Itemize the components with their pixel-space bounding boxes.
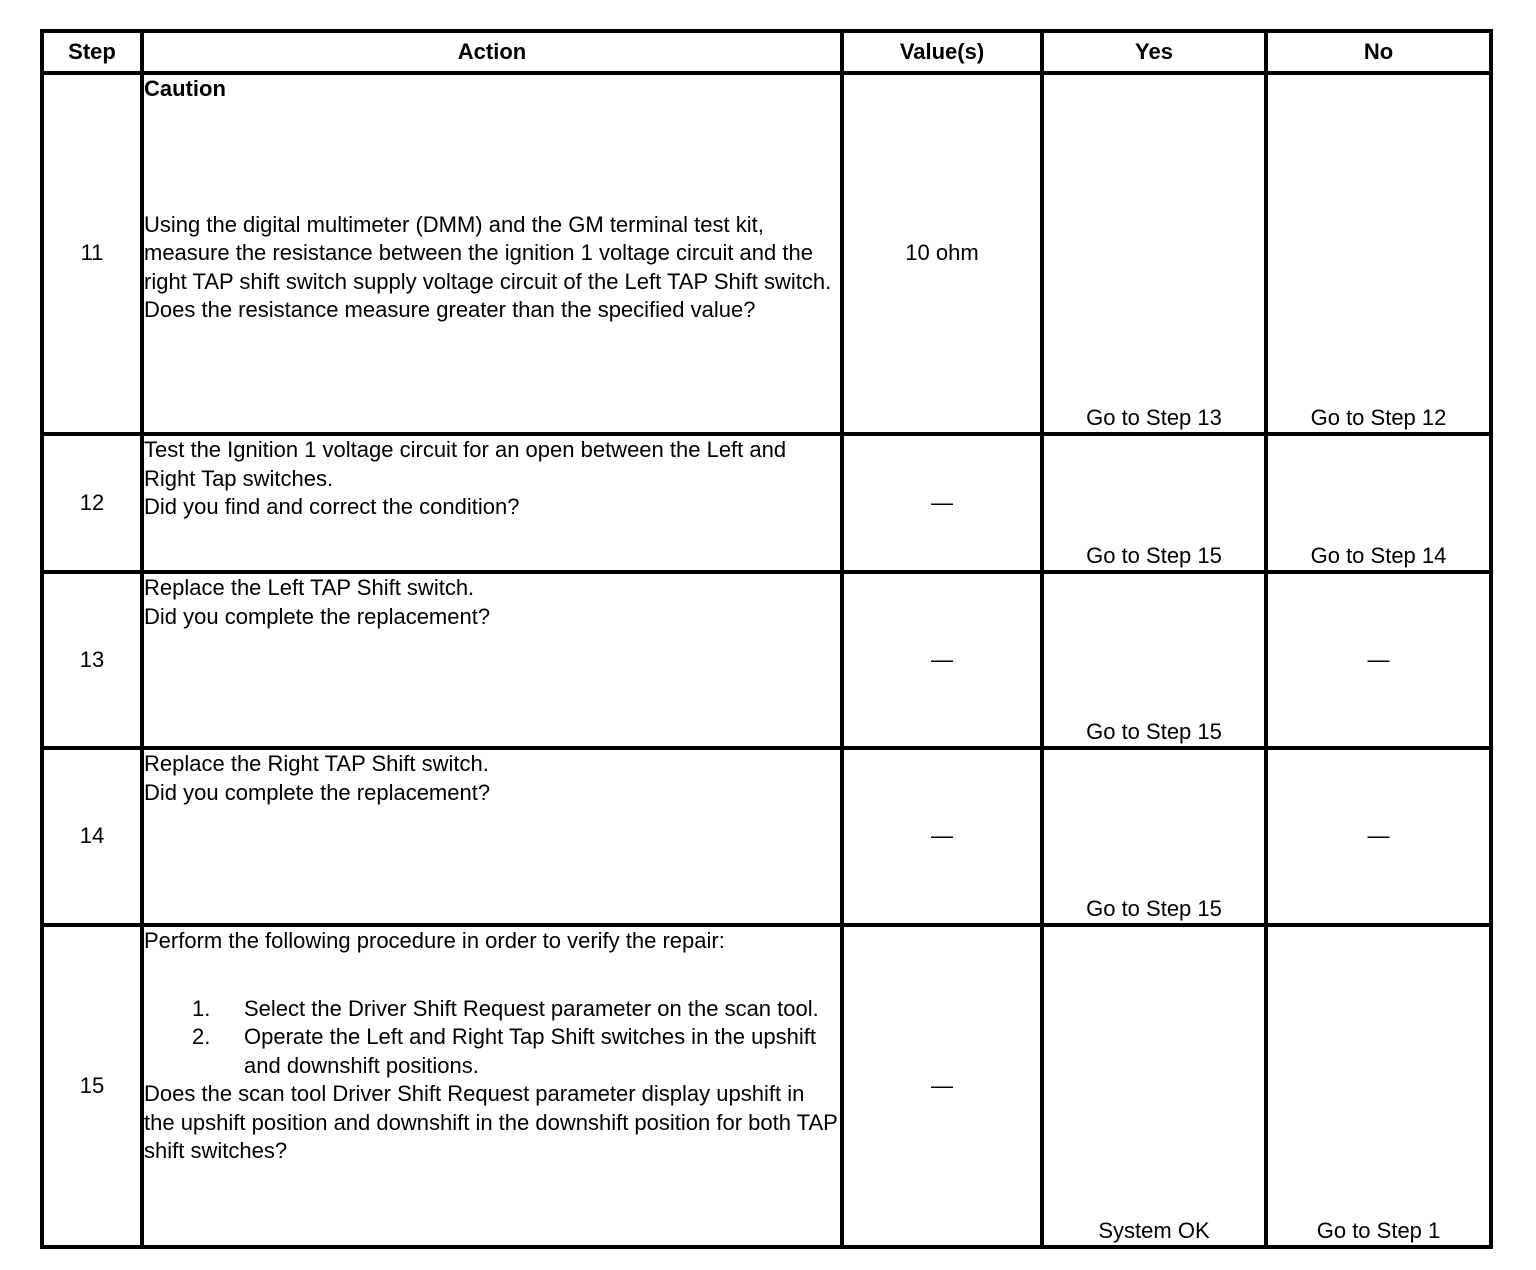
action-instruction: Replace the Right TAP Shift switch. [144,751,489,776]
list-item [192,995,840,1024]
step-number: 15 [42,925,142,1247]
no-cell: — [1266,572,1491,748]
caution-label: Caution [144,76,226,101]
header-step: Step [42,31,142,73]
yes-cell: System OK [1042,925,1266,1247]
header-no: No [1266,31,1491,73]
action-question: Did you find and correct the condition? [144,494,520,519]
action-instruction: Replace the Left TAP Shift switch. [144,575,475,600]
action-question: Did you complete the replacement? [144,603,491,629]
value-cell: — [842,925,1042,1247]
table-row [42,434,1491,572]
step-number: 12 [42,434,142,572]
list-item [192,1023,840,1080]
action-question: Does the scan tool Driver Shift Request parameter display upshift in the upshift position and downshift in the downshift position for both TAP shift switches? [144,1081,838,1163]
value-cell: — [842,748,1042,925]
action-cell [142,925,842,1247]
action-instruction: Test the Ignition 1 voltage circuit for an open between the Left and Right Tap switches. [144,437,787,491]
action-question: Does the resistance measure greater than the specified value? [144,297,756,322]
yes-cell: Go to Step 15 [1042,434,1266,572]
value-cell: 10 ohm [842,73,1042,434]
step-number: 14 [42,748,142,925]
action-question: Did you complete the replacement? [144,779,491,805]
header-action: Action [142,31,842,73]
action-cell [142,748,842,925]
action-cell [142,572,842,748]
table-row [42,748,1491,925]
no-cell: Go to Step 1 [1266,925,1491,1247]
diagnostic-table [40,29,1493,1249]
value-cell: — [842,434,1042,572]
header-values: Value(s) [842,31,1042,73]
no-cell: Go to Step 14 [1266,434,1491,572]
table-row [42,73,1491,434]
header-row [42,31,1491,73]
step-number: 11 [42,73,142,434]
substep-text: Operate the Left and Right Tap Shift switches in the upshift and downshift positions. [244,1024,816,1078]
substep-number: 2. [192,1024,211,1049]
action-cell [142,73,842,434]
action-instruction: Using the digital multimeter (DMM) and the GM terminal test kit, measure the resistance between the ignition 1 voltage circuit and the right TAP shift switch supply voltage circuit of the Left TAP Shift switch. [144,211,832,294]
substep-text: Select the Driver Shift Request parameter on the scan tool. [244,995,819,1021]
action-instruction: Perform the following procedure in order to verify the repair: [144,928,725,953]
no-cell: — [1266,748,1491,925]
value-cell: — [842,572,1042,748]
substep-number: 1. [192,995,211,1021]
yes-cell: Go to Step 15 [1042,748,1266,925]
yes-cell: Go to Step 15 [1042,572,1266,748]
table-row [42,925,1491,1247]
table-row [42,572,1491,748]
header-yes: Yes [1042,31,1266,73]
action-cell [142,434,842,572]
substep-list [144,995,840,1081]
no-cell: Go to Step 12 [1266,73,1491,434]
step-number: 13 [42,572,142,748]
yes-cell: Go to Step 13 [1042,73,1266,434]
